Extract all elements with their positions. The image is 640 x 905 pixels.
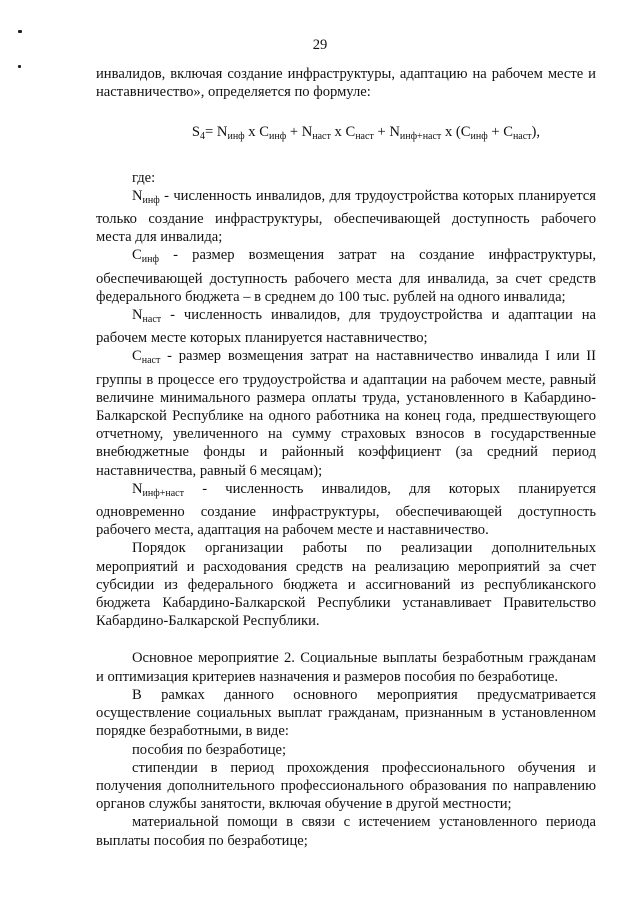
scan-mark	[18, 65, 21, 68]
measure-2-title: Основное мероприятие 2. Социальные выплаты безработным гражданам и оптимизация критериев назначения и размеров пособия по безработице.	[96, 650, 596, 685]
intro-paragraph: инвалидов, включая создание инфраструктуры, адаптацию на рабочем месте и наставничество», определяется по формуле:	[96, 66, 596, 101]
definition-item: $C_{наст}$ - размер возмещения затрат на наставничество инвалида I или II группы в процессе его трудоустройства и адаптации на рабочем месте, равный величине минимального размера оплаты труда, установленного в Кабардино-Балкарской Республике на одного работника на конец года, предшествующего отчетному, увеличенного на сумму страховых взносов в государственные внебюджетные фонды и районный коэффициент (за средний период наставничества, равный 6 месяцам);	[96, 348, 596, 479]
document-body	[96, 65, 596, 850]
definition-item: $N_{инф+наст}$ - численность инвалидов, для которых планируется одновременно создание инфраструктуры, обеспечивающей доступность рабочего места, адаптация на рабочем месте и наставничество.	[96, 480, 596, 539]
measure-2-intro: В рамках данного основного мероприятия предусматривается осуществление социальных выплат гражданам, признанным в установленном порядке безработными, в виде:	[96, 686, 596, 740]
page-number: 29	[312, 37, 328, 53]
list-item: пособия по безработице;	[132, 741, 287, 758]
formula: $S_4= N_{инф}$ x $C_{инф} + N_{наст}$ x $C_{наст} + N_{инф+наст}$ x $(C_{инф} + C_{наст})$,	[191, 124, 541, 143]
where-label: где:	[132, 169, 156, 186]
list-item: стипендии в период прохождения профессионального обучения и получения дополнительного профессионального образования по направлению органов службы занятости, включая обучение в другой местности;	[96, 759, 596, 813]
procedure-paragraph: Порядок организации работы по реализации дополнительных мероприятий и расходования средств на реализацию мероприятий за счет субсидии из федерального бюджета и ассигнований из республиканского бюджета Кабардино-Балкарской Республики устанавливает Правительство Кабардино-Балкарской Республики.	[96, 540, 596, 630]
definition-item: $C_{инф}$ - размер возмещения затрат на создание инфраструктуры, обеспечивающей доступность рабочего места для инвалида, за счет средств федерального бюджета – в среднем до 100 тыс. рублей на одного инвалида;	[96, 247, 596, 305]
definition-item: $N_{наст}$ - численность инвалидов, для трудоустройства и адаптации на рабочем месте которых планируется наставничество;	[96, 307, 596, 347]
list-item: материальной помощи в связи с истечением установленного периода выплаты пособия по безработице;	[96, 814, 596, 849]
scan-mark	[18, 30, 22, 33]
definition-item: $N_{инф}$ - численность инвалидов, для трудоустройства которых планируется только создание инфраструктуры, обеспечивающей доступность рабочего места для инвалида;	[96, 187, 596, 246]
